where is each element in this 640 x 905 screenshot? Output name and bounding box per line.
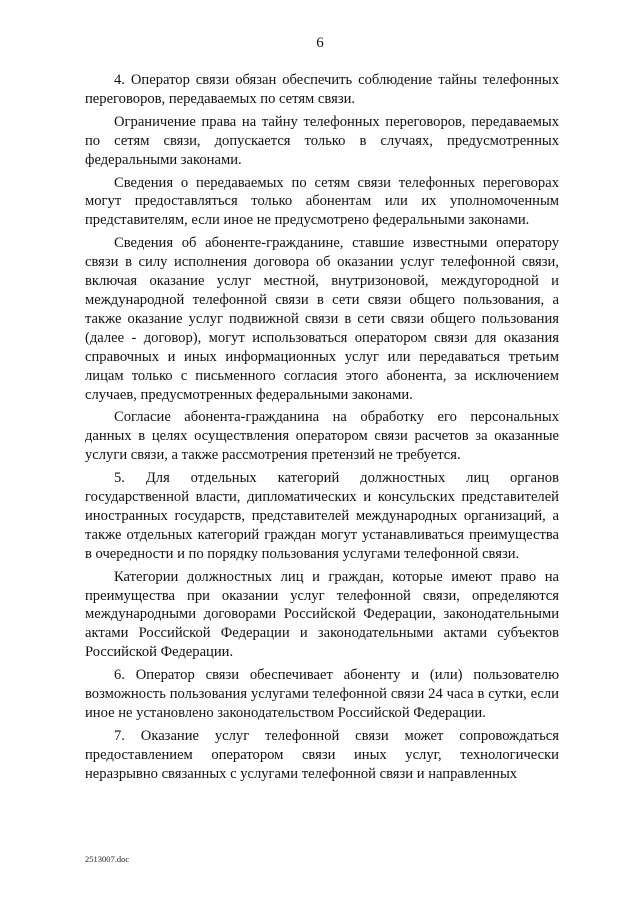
paragraph-item-5: 5. Для отдельных категорий должностных лиц органов государственной власти, дипломатических и консульских представителей иностранных государств, представителей международных организаций, а также отдельных категорий граждан могут устанавливаться преимущества в очередности и по порядку пользования услугами телефонной связи. [85,470,559,562]
paragraph-consent: Согласие абонента-гражданина на обработку его персональных данных в целях осуществления оператором связи расчетов за оказанные услуги связи, а также рассмотрения претензий не требуется. [85,409,559,464]
document-body [85,71,559,788]
paragraph-item-7: 7. Оказание услуг телефонной связи может сопровождаться предоставлением оператором связи иных услуг, технологически неразрывно связанных с услугами телефонной связи и направленных [85,727,559,782]
paragraph-privacy-restriction: Ограничение права на тайну телефонных переговоров, передаваемых по сетям связи, допускается только в случаях, предусмотренных федеральными законами. [85,113,559,168]
paragraph-conversation-info: Сведения о передаваемых по сетям связи телефонных переговорах могут предоставляться только абонентам или их уполномоченным представителям, если иное не предусмотрено федеральными законами. [85,174,559,229]
page-number: 6 [316,35,324,51]
paragraph-categories: Категории должностных лиц и граждан, которые имеют право на преимущества при оказании услуг телефонной связи, определяются международными договорами Российской Федерации, законодательными актами Российской Федерации и законодательными актами субъектов Российской Федерации. [85,568,559,661]
document-filename: 2513007.doc [85,854,130,864]
paragraph-item-6: 6. Оператор связи обеспечивает абоненту и (или) пользователю возможность пользования услугами телефонной связи 24 часа в сутки, если иное не установлено законодательством Российской Федерации. [85,667,559,721]
paragraph-subscriber-info: Сведения об абоненте-гражданине, ставшие известными оператору связи в силу исполнения договора об оказании услуг телефонной связи, включая оказание услуг местной, внутризоновой, междугородной и международной телефонной связи в сети связи общего пользования, а также оказание услуг подвижной связи в сети связи общего пользования (далее - договор), могут использоваться оператором связи для оказания справочных и иных информационных услуг или передаваться третьим лицам только с письменного согласия этого абонента, за исключением случаев, предусмотренных федеральными законами. [85,235,559,403]
paragraph-item-4: 4. Оператор связи обязан обеспечить соблюдение тайны телефонных переговоров, передаваемых по сетям связи. [85,72,559,107]
